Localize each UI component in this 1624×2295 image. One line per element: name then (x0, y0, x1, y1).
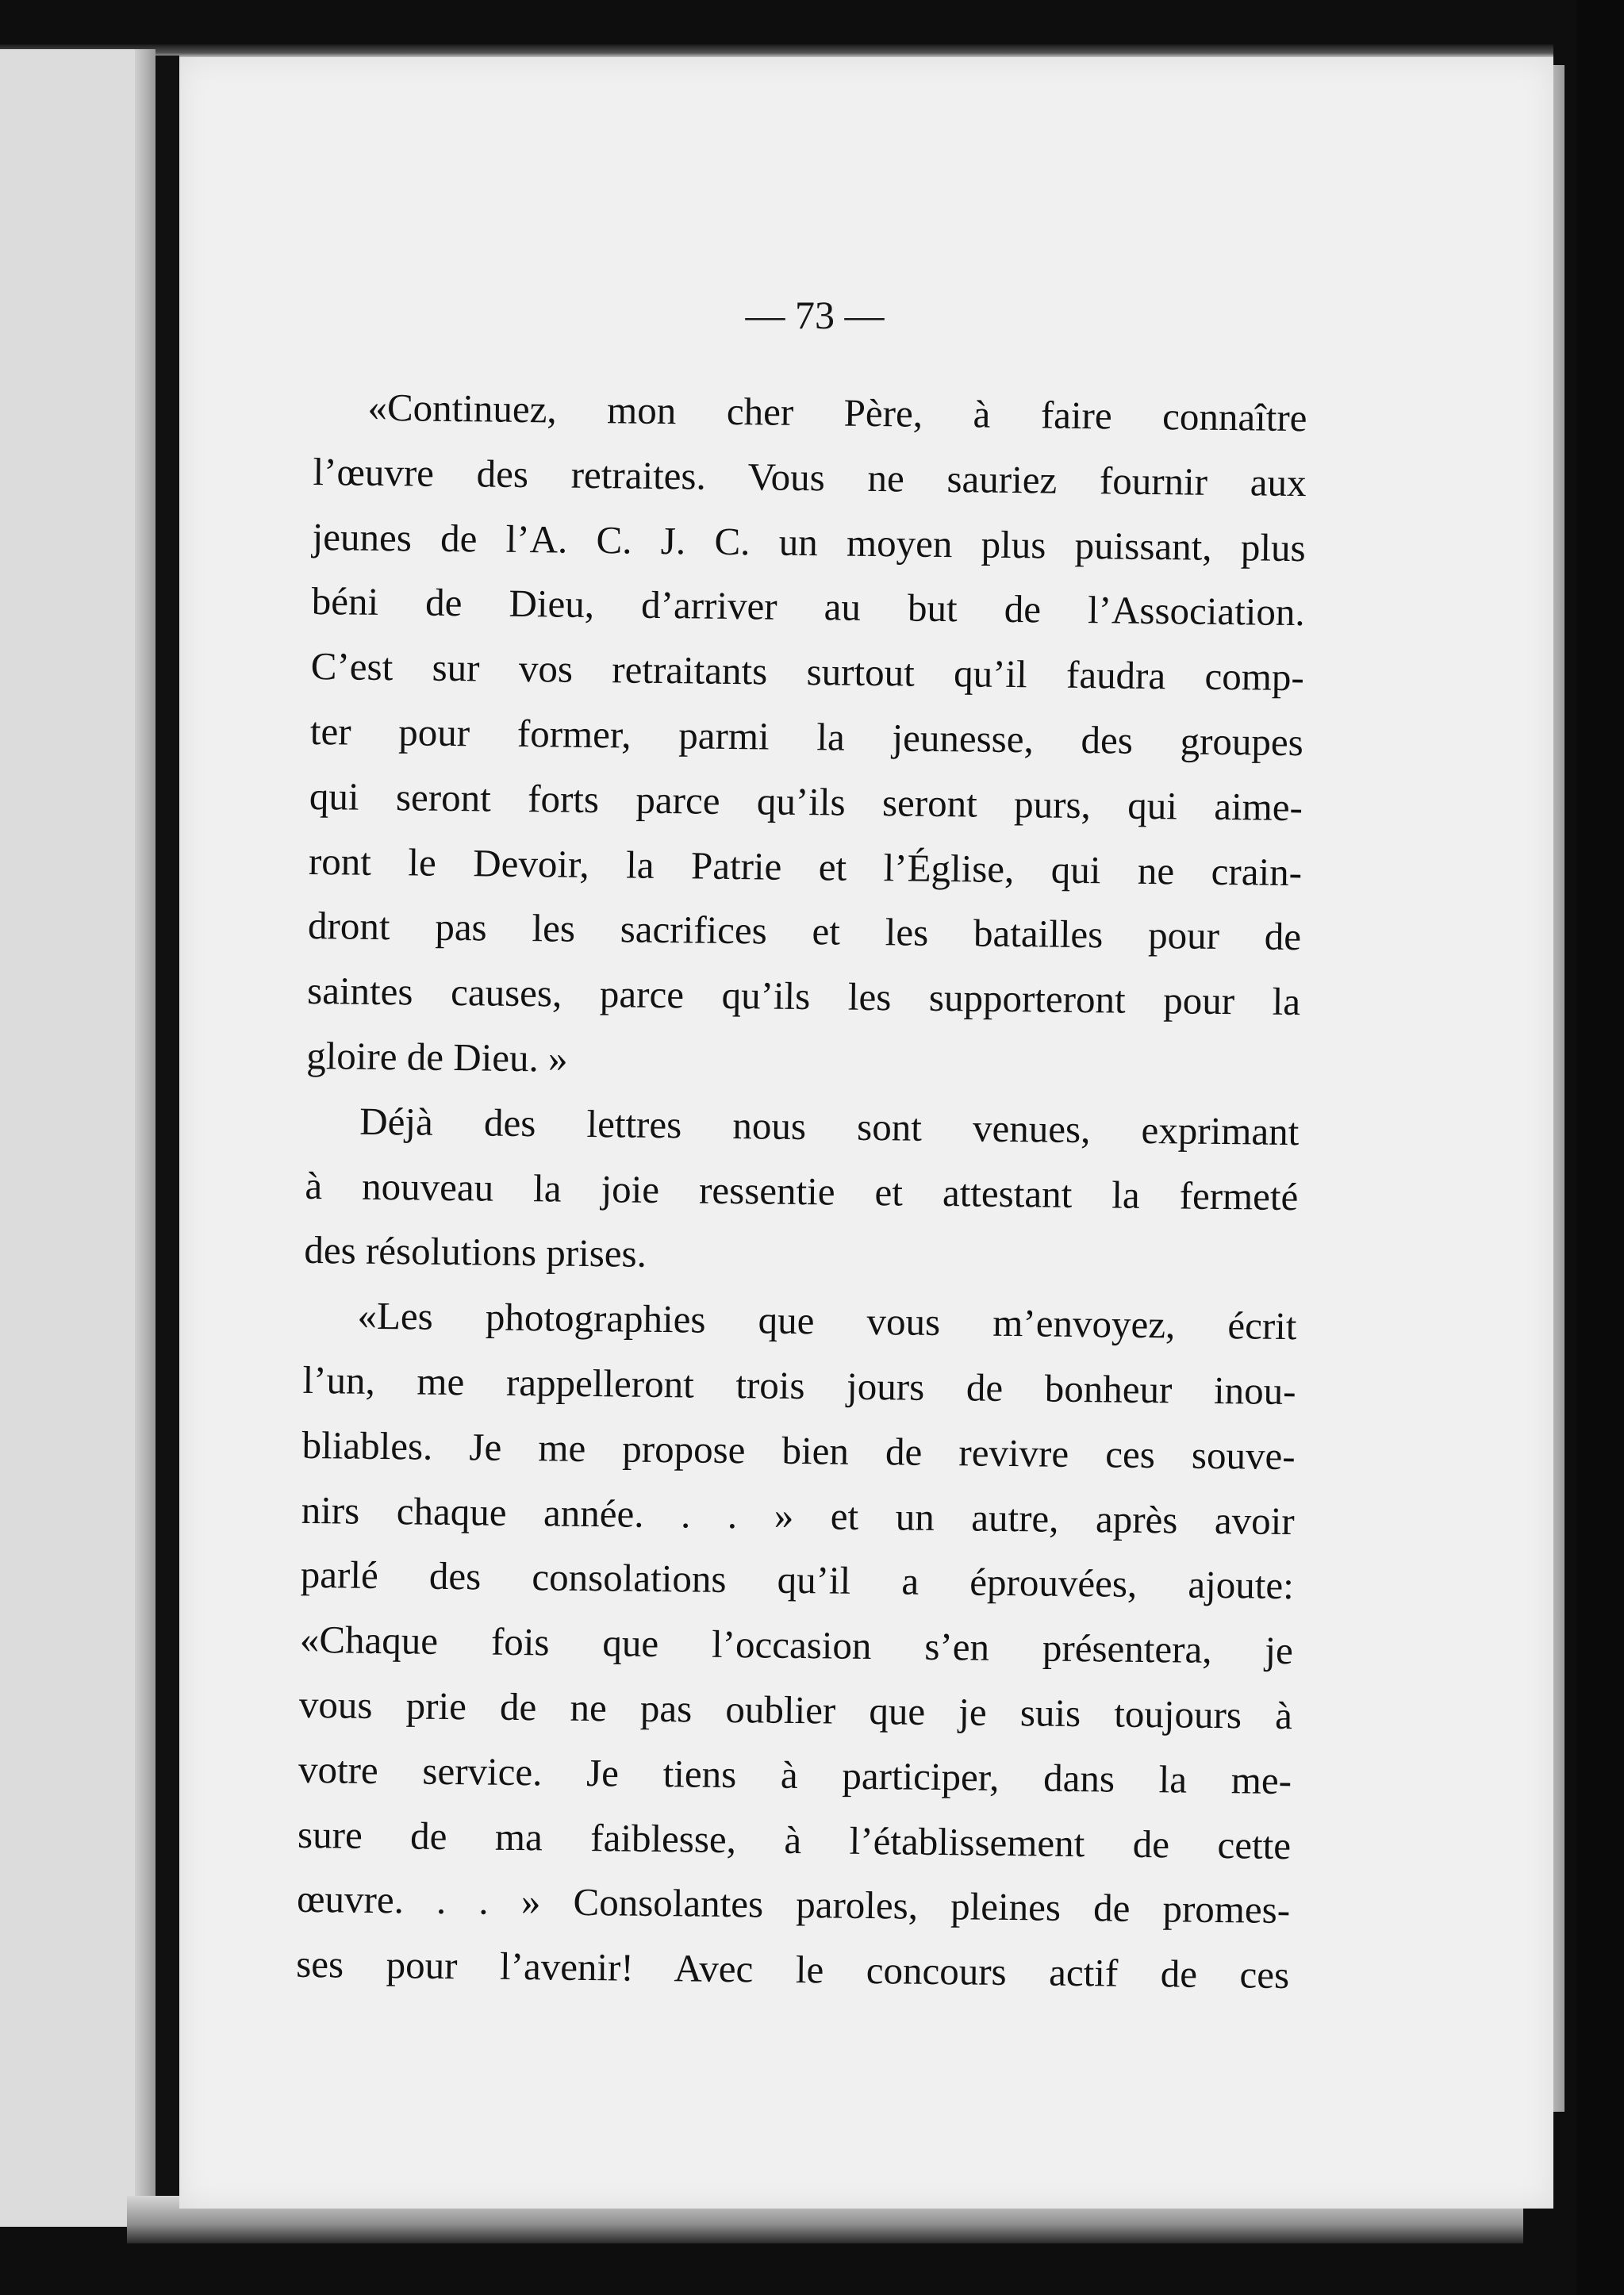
text-line: C’est sur vos retraitants surtout qu’il faudra comp- (310, 644, 1305, 700)
text-line: qui seront forts parce qu’ils seront purs, qui aime- (309, 773, 1303, 829)
text-line: l’œuvre des retraites. Vous ne sauriez fournir aux (313, 449, 1307, 505)
text-line: bliables. Je me propose bien de revivre ces souve- (301, 1422, 1296, 1478)
text-line: ses pour l’avenir! Avec le concours actif de ces (295, 1941, 1290, 1998)
text-line: «Chaque fois que l’occasion s’en présentera, je (299, 1618, 1294, 1673)
text-line: jeunes de l’A. C. J. C. un moyen plus puissant, plus (312, 514, 1306, 570)
text-line: béni de Dieu, d’arriver au but de l’Association. (311, 579, 1305, 635)
text-line: saintes causes, parce qu’ils les supporteront pour la (306, 969, 1301, 1024)
text-line: votre service. Je tiens à participer, dans la me- (298, 1747, 1292, 1802)
book-spine (155, 56, 179, 2197)
text-line: gloire de Dieu. » (305, 1033, 568, 1080)
text-line: Déjà des lettres nous sont venues, exprimant (359, 1099, 1300, 1153)
page-body-text (296, 374, 1307, 2008)
text-line: «Continuez, mon cher Père, à faire connaître (367, 385, 1307, 440)
text-line: parlé des consolations qu’il a éprouvées, ajoute: (300, 1552, 1295, 1608)
paragraph-1 (306, 374, 1307, 1100)
scan-background-right (1576, 0, 1624, 2295)
page-number: — 73 — (745, 293, 885, 337)
paragraph-3 (296, 1283, 1297, 2008)
text-line: l’un, me rappelleront trois jours de bonheur inou- (302, 1357, 1296, 1414)
text-line: nirs chaque année. . . » et un autre, après avoir (301, 1487, 1295, 1543)
text-line: vous prie de ne pas oublier que je suis toujours à (298, 1682, 1293, 1738)
text-line: des résolutions prises. (304, 1228, 647, 1276)
text-line: œuvre. . . » Consolantes paroles, pleines de promes- (296, 1877, 1291, 1932)
text-line: sure de ma faiblesse, à l’établissement de cette (297, 1812, 1292, 1867)
text-line: à nouveau la joie ressentie et attestant la fermeté (305, 1163, 1299, 1218)
text-line: «Les photographies que vous m’envoyez, écrit (357, 1293, 1297, 1349)
paragraph-2 (304, 1088, 1300, 1295)
left-page-gutter-shadow (135, 49, 155, 2227)
text-line: ront le Devoir, la Patrie et l’Église, qui ne crain- (308, 839, 1303, 894)
text-line: dront pas les sacrifices et les batailles pour de (307, 904, 1302, 959)
text-line: ter pour former, parmi la jeunesse, des groupes (309, 708, 1304, 765)
left-page-edge (0, 49, 155, 2227)
